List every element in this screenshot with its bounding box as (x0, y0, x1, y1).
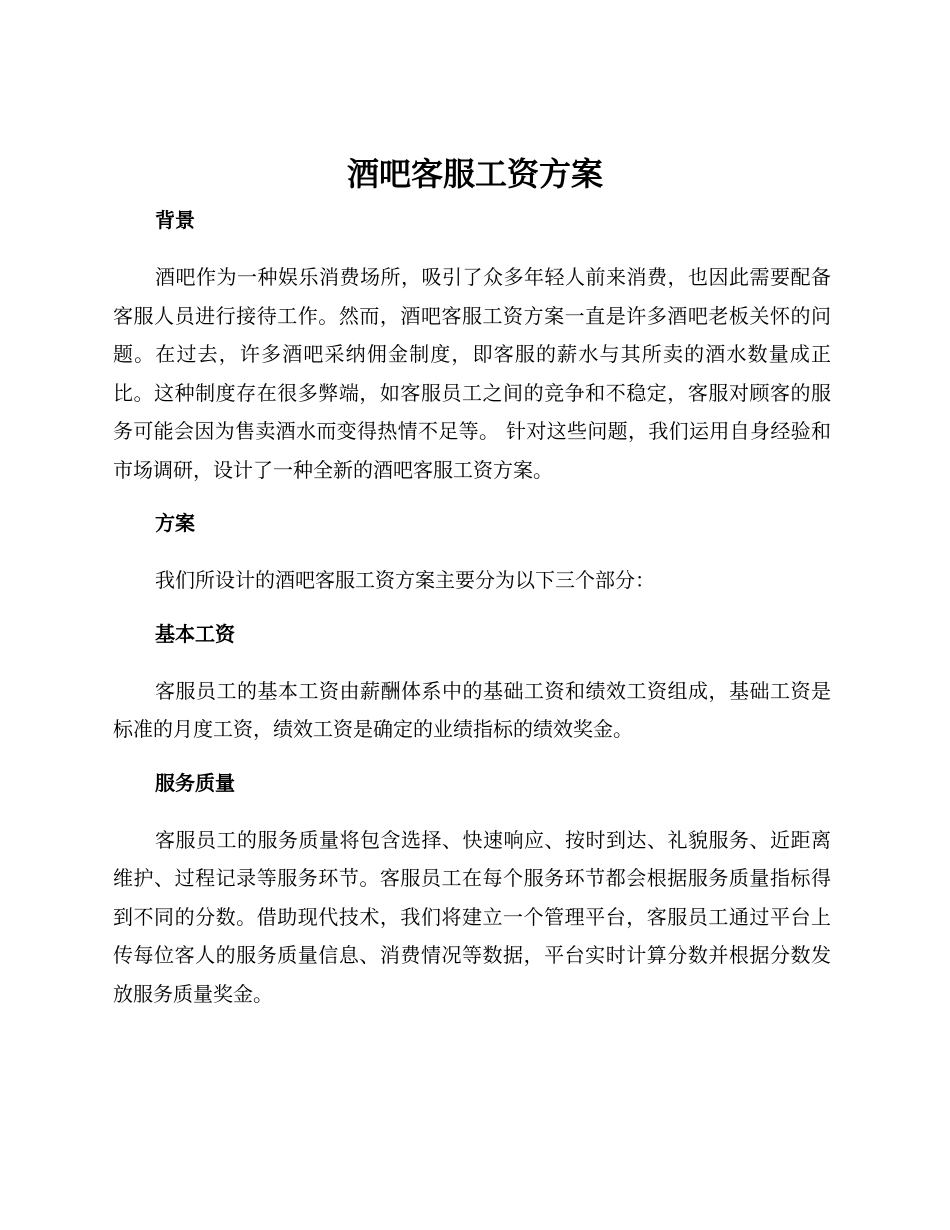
section-service-quality (113, 763, 831, 1014)
section-base-salary (113, 614, 831, 749)
section-heading: 方案 (155, 511, 195, 535)
section-heading: 基本工资 (155, 621, 235, 646)
section-heading: 背景 (155, 208, 195, 232)
paragraph: 酒吧作为一种娱乐消费场所，吸引了众多年轻人前来消费，也因此需要配备客服人员进行接待工作。然而，酒吧客服工资方案一直是许多酒吧老板关怀的问题。在过去，许多酒吧采纳佣金制度，即客服的薪水与其所卖的酒水数量成正比。这种制度存在很多弊端，如客服员工之间的竞争和不稳定，客服对顾客的服务可能会因为售卖酒水而变得热情不足等。 针对这些问题，我们运用自身经验和市场调研，设计了一种全新的酒吧客服工资方案。 (113, 265, 831, 482)
document-body (113, 200, 831, 1013)
paragraph: 客服员工的基本工资由薪酬体系中的基础工资和绩效工资组成，基础工资是标准的月度工资，绩效工资是确定的业绩指标的绩效奖金。 (113, 678, 831, 741)
paragraph: 我们所设计的酒吧客服工资方案主要分为以下三个部分： (155, 568, 655, 592)
section-heading: 服务质量 (155, 770, 235, 795)
section-background (113, 200, 831, 489)
document-title: 酒吧客服工资方案 (346, 155, 603, 193)
paragraph: 客服员工的服务质量将包含选择、快速响应、按时到达、礼貌服务、近距离维护、过程记录等服务环节。客服员工在每个服务环节都会根据服务质量指标得到不同的分数。借助现代技术，我们将建立一个管理平台，客服员工通过平台上传每位客人的服务质量信息、消费情况等数据，平台实时计算分数并根据分数发放服务质量奖金。 (113, 827, 831, 1006)
section-plan (113, 503, 831, 600)
